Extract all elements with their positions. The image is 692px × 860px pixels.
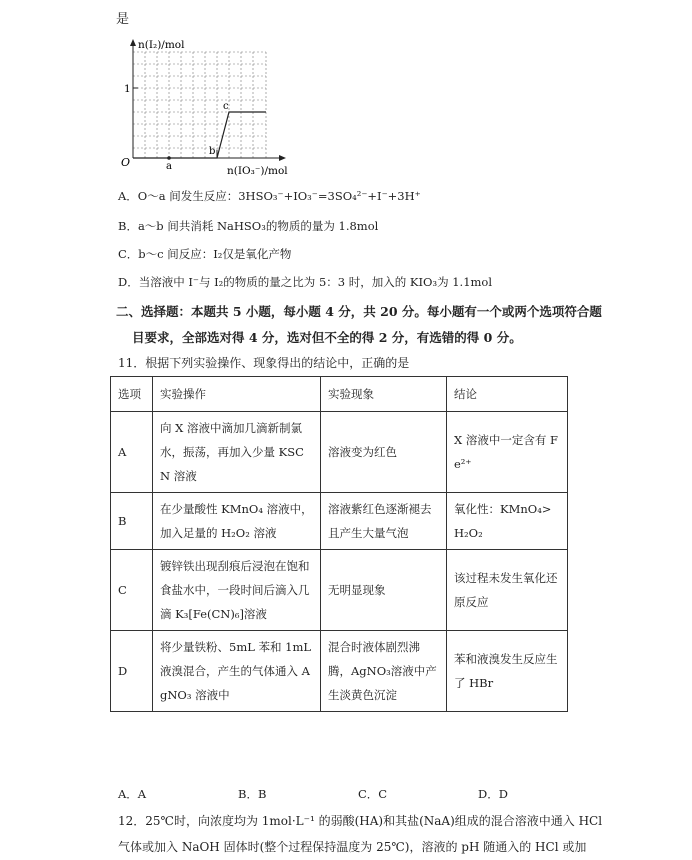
row-operation: 向 X 溶液中滴加几滴新制氯水，振荡，再加入少量 KSCN 溶液 xyxy=(153,412,321,493)
point-c-label: c xyxy=(223,101,229,112)
row-phenomenon: 溶液紫红色逐渐褪去且产生大量气泡 xyxy=(321,493,447,550)
answer-c: C．C xyxy=(358,787,388,801)
answer-d: D．D xyxy=(478,787,508,801)
answer-a: A．A xyxy=(118,787,147,801)
option-a: A．O～a 间发生反应：3HSO₃⁻+IO₃⁻=3SO₄²⁻+I⁻+3H⁺ xyxy=(118,189,421,203)
row-option: A xyxy=(111,412,153,493)
section-heading-line1: 二、选择题：本题共 5 小题，每小题 4 分，共 20 分。每小题有一个或两个选项符合题 xyxy=(116,304,602,319)
row-option: B xyxy=(111,493,153,550)
option-c: C．b～c 间反应：I₂仅是氧化产物 xyxy=(118,247,292,261)
q12-line1: 12．25℃时，向浓度均为 1mol·L⁻¹ 的弱酸(HA)和其盐(NaA)组成的混合溶液中通入 HCl xyxy=(118,814,603,828)
header-option: 选项 xyxy=(111,377,153,412)
row-phenomenon: 溶液变为红色 xyxy=(321,412,447,493)
row-operation: 在少量酸性 KMnO₄ 溶液中，加入足量的 H₂O₂ 溶液 xyxy=(153,493,321,550)
question-fragment: 是 xyxy=(116,12,130,27)
row-operation: 将少量铁粉、5mL 苯和 1mL 液溴混合，产生的气体通入 AgNO₃ 溶液中 xyxy=(153,631,321,712)
experiment-table xyxy=(110,376,568,712)
table-row xyxy=(111,631,568,712)
point-a-label: a xyxy=(166,161,172,172)
table-row xyxy=(111,412,568,493)
row-conclusion: X 溶液中一定含有 Fe²⁺ xyxy=(447,412,568,493)
section-heading-line2: 目要求，全部选对得 4 分，选对但不全的得 2 分，有选错的得 0 分。 xyxy=(132,330,522,345)
table-row xyxy=(111,550,568,631)
y-tick-1: 1 xyxy=(124,83,131,95)
q12-line2: 气体或加入 NaOH 固体时(整个过程保持温度为 25℃)，溶液的 pH 随通入的 HCl 或加 xyxy=(118,840,587,854)
header-phenomenon: 实验现象 xyxy=(321,377,447,412)
option-d: D．当溶液中 I⁻与 I₂的物质的量之比为 5：3 时，加入的 KIO₃为 1.1mol xyxy=(118,275,493,289)
row-conclusion: 该过程未发生氧化还原反应 xyxy=(447,550,568,631)
y-axis-arrow xyxy=(130,39,136,46)
row-phenomenon: 混合时液体剧烈沸腾，AgNO₃溶液中产生淡黄色沉淀 xyxy=(321,631,447,712)
table-header-row xyxy=(111,377,568,412)
answer-b: B．B xyxy=(238,787,267,801)
row-conclusion: 氧化性：KMnO₄>H₂O₂ xyxy=(447,493,568,550)
row-operation: 镀锌铁出现刮痕后浸泡在饱和食盐水中，一段时间后滴入几滴 K₃[Fe(CN)₆]溶液 xyxy=(153,550,321,631)
curve xyxy=(133,112,266,158)
point-b-label: b xyxy=(209,146,216,157)
row-option: C xyxy=(111,550,153,631)
q11-stem: 11．根据下列实验操作、现象得出的结论中，正确的是 xyxy=(118,356,410,370)
header-operation: 实验操作 xyxy=(153,377,321,412)
graph-grid xyxy=(133,52,266,158)
header-conclusion: 结论 xyxy=(447,377,568,412)
origin-label: O xyxy=(121,156,131,169)
row-phenomenon: 无明显现象 xyxy=(321,550,447,631)
option-b: B．a～b 间共消耗 NaHSO₃的物质的量为 1.8mol xyxy=(118,219,379,233)
row-conclusion: 苯和液溴发生反应生了 HBr xyxy=(447,631,568,712)
x-axis-arrow xyxy=(279,155,286,161)
x-axis-label: n(IO₃⁻)/mol xyxy=(227,165,288,176)
row-option: D xyxy=(111,631,153,712)
y-axis-label: n(I₂)/mol xyxy=(138,39,185,51)
point-a xyxy=(167,156,171,160)
iodine-graph xyxy=(112,36,292,176)
table-row xyxy=(111,493,568,550)
